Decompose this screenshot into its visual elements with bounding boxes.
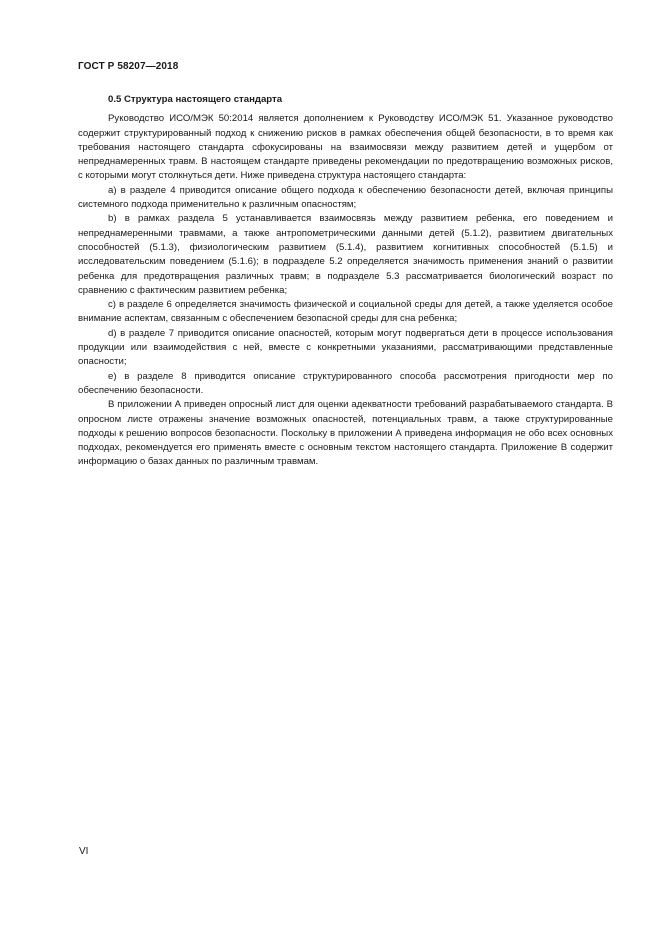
list-item-a: а) в разделе 4 приводится описание общего подхода к обеспечению безопасности детей, включая принципы системного подхода применительно к различным опасностям;	[78, 184, 613, 211]
paragraph-intro: Руководство ИСО/МЭК 50:2014 является дополнением к Руководству ИСО/МЭК 51. Указанное руководство содержит структурированный подход к снижению рисков в рамках обеспечения общей безопасности, в то время как требования настоящего стандарта сфокусированы на взаимосвязи между развитием детей и ущербом от непреднамеренных травм. В настоящем стандарте приведены рекомендации по предотвращению возможных рисков, с которыми могут столкнуться дети. Ниже приведена структура настоящего стандарта:	[78, 113, 613, 182]
list-item-c: с) в разделе 6 определяется значимость физической и социальной среды для детей, а также уделяется особое внимание аспектам, связанным с обеспечением безопасной среды для сна ребенка;	[78, 299, 613, 325]
list-item-d: d) в разделе 7 приводится описание опасностей, которым могут подвергаться дети в процессе использования продукции или взаимодействия с ней, вместе с конкретными указаниями, рассматривающими представленные опасности;	[78, 327, 613, 368]
main-content	[78, 93, 613, 470]
list-item-e: е) в разделе 8 приводится описание структурированного способа рассмотрения пригодности мер по обеспечению безопасности.	[78, 370, 613, 396]
paragraph-annexes: В приложении А приведен опросный лист для оценки адекватности требований разрабатываемого стандарта. В опросном листе отражены значение возможных опасностей, потенциальных травм, а также структурированные подходы к решению вопросов безопасности. Поскольку в приложении А приведена информация не обо всех основных подходах, рекомендуется его применять вместе с основным текстом настоящего стандарта. Приложение В содержит информацию о базах данных по различным травмам.	[78, 399, 613, 468]
section-title: 0.5 Структура настоящего стандарта	[108, 94, 283, 105]
document-code-header: ГОСТ Р 58207—2018	[78, 61, 179, 72]
list-item-b: b) в рамках раздела 5 устанавливается взаимосвязь между развитием ребенка, его поведением и непреднамеренными травмами, а также антропометрическими данными детей (5.1.2), развитием двигательных способностей (5.1.3), физиологическим развитием (5.1.4), развитием когнитивных способностей (5.1.5) и исследовательским поведением (5.1.6); в подразделе 5.2 определяется значимость применения знаний о развитии ребенка для предотвращения различных травм; в подразделе 5.3 рассматривается биологический возраст по сравнению с фактическим развитием ребенка;	[78, 213, 613, 296]
page-number: VI	[79, 846, 89, 857]
